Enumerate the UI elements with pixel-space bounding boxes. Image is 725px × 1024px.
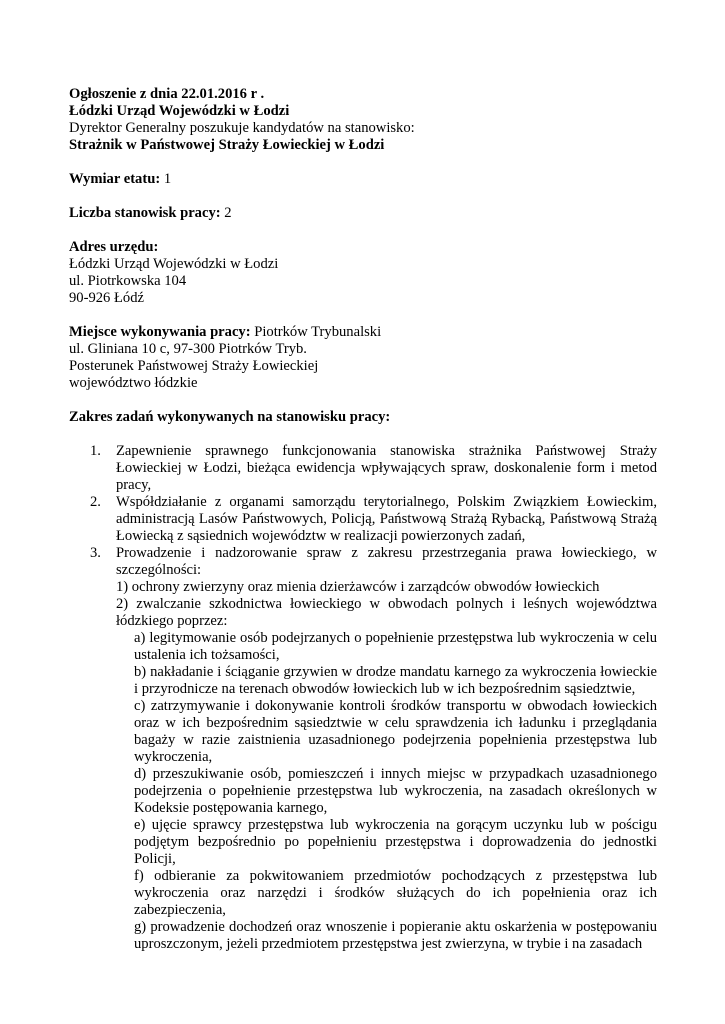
letter-item: d) przeszukiwanie osób, pomieszczeń i innych miejsc w przypadkach uzasadnionego podejrzenia o popełnienie przestępstwa lub wykroczenia, na zasadach określonych w Kodeksie postępowania karnego, xyxy=(134,766,657,816)
miejsce-line: Posterunek Państwowej Straży Łowieckiej xyxy=(69,358,319,374)
adres-label: Adres urzędu: xyxy=(69,239,159,255)
letter-item: e) ujęcie sprawcy przestępstwa lub wykroczenia na gorącym uczynku lub w pościgu podjętym bezpośrednio po popełnieniu przestępstwa i doprowadzenia do jednostki Policji, xyxy=(134,817,657,867)
letter-item: b) nakładanie i ściąganie grzywien w drodze mandatu karnego za wykroczenia łowieckie i przyrodnicze na terenach obwodów łowieckich lub w ich bezpośrednim sąsiedztwie, xyxy=(134,664,657,697)
list-item: 3. Prowadzenie i nadzorowanie spraw z zakresu przestrzegania prawa łowieckiego, w szczególności: 1) ochrony zwierzyny oraz mienia dzierżawców i zarządców obwodów łowieckich 2) zwalczanie szkodnictwa łowieckiego w obwodach polnych i leśnych województwa łódzkiego poprzez: a) legitymowanie osób podejrzanych o popełnienie przestępstwa lub wykroczenia w celu ustalenia ich tożsamości, b) nakładanie i ściąganie grzywien w drodze mandatu karnego za wykroczenia łowieckie i przyrodnicze na terenach obwodów łowieckich lub w ich bezpośrednim sąsiedztwie, c) zatrzymywanie i dokonywanie kontroli środków transportu w obwodach łowieckich oraz w ich bezpośrednim sąsiedztwie w celu sprawdzenia ich ładunku i przeglądania bagaży w razie zaistnienia uzasadnionego podejrzenia popełnienia przestępstwa lub wykroczenia, d) przeszukiwanie osób, pomieszczeń i innych miejsc w przypadkach uzasadnionego podejrzenia o popełnienie przestępstwa lub wykroczenia, na zasadach określonych w Kodeksie postępowania karnego, e) ujęcie sprawcy przestępstwa lub wykroczenia na gorącym uczynku lub w pościgu podjętym bezpośrednio po popełnieniu przestępstwa i doprowadzenia do jednostki Policji, f) odbieranie za pokwitowaniem przedmiotów pochodzących z przestępstwa lub wykroczenia oraz narzędzi i środków służących do ich popełnienia oraz ich zabezpieczenia, g) prowadzenie dochodzeń oraz wnoszenie i popieranie aktu oskarżenia w postępowaniu uproszczonym, jeżeli przedmiotem przestępstwa jest zwierzyna, w trybie i na zasadach xyxy=(90,545,657,952)
letter-item: a) legitymowanie osób podejrzanych o popełnienie przestępstwa lub wykroczenia w celu ustalenia ich tożsamości, xyxy=(134,630,657,663)
zakres-heading: Zakres zadań wykonywanych na stanowisku pracy: xyxy=(69,409,391,425)
duties-list xyxy=(69,443,657,953)
sub-item: 2) zwalczanie szkodnictwa łowieckiego w obwodach polnych i leśnych województwa łódzkiego poprzez: xyxy=(116,596,657,629)
wymiar-etatu: Wymiar etatu: 1 xyxy=(69,171,172,187)
letter-item: f) odbieranie za pokwitowaniem przedmiotów pochodzących z przestępstwa lub wykroczenia oraz narzędzi i środków służących do ich popełnienia oraz ich zabezpieczenia, xyxy=(134,868,657,918)
adres-line: 90-926 Łódź xyxy=(69,290,144,306)
sub-item: 1) ochrony zwierzyny oraz mienia dzierżawców i zarządców obwodów łowieckich xyxy=(116,579,600,595)
list-item: 2. Współdziałanie z organami samorządu terytorialnego, Polskim Związkiem Łowieckim, administracją Lasów Państwowych, Policją, Państwową Strażą Rybacką, Państwową Strażą Łowiecką z sąsiednich województw w realizacji powierzonych zadań, xyxy=(90,494,657,544)
miejsce-line: województwo łódzkie xyxy=(69,375,198,391)
office-name: Łódzki Urząd Wojewódzki w Łodzi xyxy=(69,103,290,119)
document-content xyxy=(69,86,657,953)
liczba-stanowisk: Liczba stanowisk pracy: 2 xyxy=(69,205,232,221)
position-title: Strażnik w Państwowej Straży Łowieckiej w Łodzi xyxy=(69,137,385,153)
adres-line: ul. Piotrkowska 104 xyxy=(69,273,187,289)
intro-line: Dyrektor Generalny poszukuje kandydatów na stanowisko: xyxy=(69,120,415,136)
miejsce-wykonywania: Miejsce wykonywania pracy: Piotrków Trybunalski xyxy=(69,324,382,340)
miejsce-line: ul. Gliniana 10 c, 97-300 Piotrków Tryb. xyxy=(69,341,307,357)
letter-item: g) prowadzenie dochodzeń oraz wnoszenie i popieranie aktu oskarżenia w postępowaniu uproszczonym, jeżeli przedmiotem przestępstwa jest zwierzyna, w trybie i na zasadach xyxy=(134,919,657,952)
letter-item: c) zatrzymywanie i dokonywanie kontroli środków transportu w obwodach łowieckich oraz w ich bezpośrednim sąsiedztwie w celu sprawdzenia ich ładunku i przeglądania bagaży w razie zaistnienia uzasadnionego podejrzenia popełnienia przestępstwa lub wykroczenia, xyxy=(134,698,657,765)
adres-line: Łódzki Urząd Wojewódzki w Łodzi xyxy=(69,256,279,272)
list-item: 1. Zapewnienie sprawnego funkcjonowania stanowiska strażnika Państwowej Straży Łowieckiej w Łodzi, bieżąca ewidencja wpływających spraw, doskonalenie form i metod pracy, xyxy=(90,443,657,493)
announcement-date: Ogłoszenie z dnia 22.01.2016 r . xyxy=(69,86,265,102)
